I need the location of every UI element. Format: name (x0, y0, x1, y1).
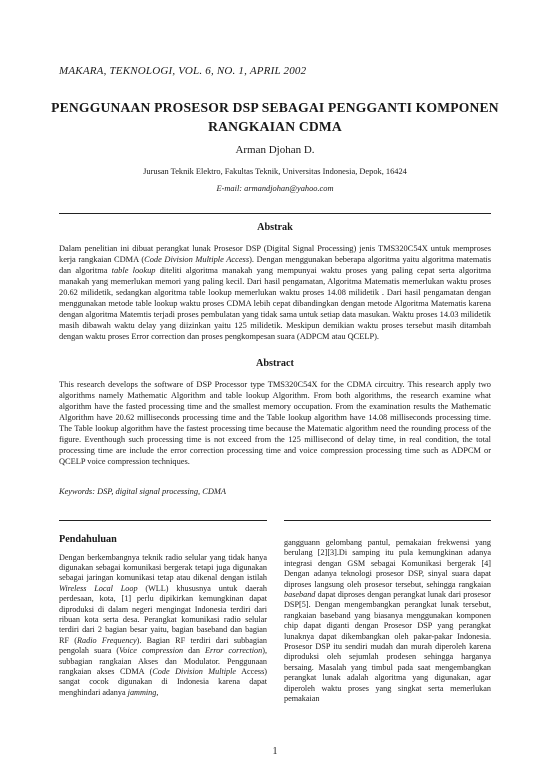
abstrak-text-3: diteliti algoritma manakah yang mempunyai waktu proses yang paling cepat serta algoritma manakah yang memerlukan memori yang paling kecil. Dari hasil pengamatan, Algoritma Matematis memerlukan waktu proses 20.62 milidetik, sedangkan algoritma table lookup memerlukan waktu proses 14.08 milidetik . Dari hasil pengamatan dengan menggunakan metode table lookup waktu proses CDMA lebih cepat dibandingkan dengan metode Algoritma Matematis karena dengan algoritma Matemtis terjadi proses pembulatan yang tidak sama untuk setiap data masukan. Waktu proses 14.03 milidetik masih dibawah waktu delay yang diizinkan yaitu 125 milidetik. Meskipun demikian waktu proses tersebut masih ditambah dengan waktu proses Error correction dan proses pengkompesan suara (ADPCM atau QCELP). (59, 266, 491, 342)
abstrak-text-2: ). Dengan menggunakan beberapa algoritma yaitu algoritma matematis dan algoritma (59, 255, 491, 276)
author-email: E-mail: armandjohan@yahoo.com (216, 184, 334, 193)
keywords: Keywords: DSP, digital signal processing, CDMA (59, 487, 226, 496)
left-italic-error-correction: Error correction (205, 646, 263, 656)
left-text-7: , (156, 687, 159, 697)
left-text-5: ), subbagian rangkaian Akses dan Modulator. Penggunaan rangkaian akses CDMA ( (59, 646, 267, 676)
paper-title: PENGGUNAAN PROSESOR DSP SEBAGAI PENGGANTI KOMPONEN RANGKAIAN CDMA (51, 100, 499, 134)
abstrak-text-1: Dalam penelitian ini dibuat perangkat lunak Prosesor DSP (Digital Signal Processing) jenis TMS320C54X untuk memproses kerja rangkaian CDMA ( (59, 244, 491, 265)
page-number: 1 (272, 746, 278, 757)
abstract-body: This research develops the software of DSP Processor type TMS320C54X for the CDMA circuitry. This research apply two algorithms namely Mathematic Algorithm and table lookup Algorithm. From both algorithms, the research examine what algorithm have the fasted processing time and the smallest memory occupation. From the examination results the Mathematic Algorithm have 20.62 milliseconds processing time and the Table lookup algorithm have 14.08 milliseconds processing time. The Table lookup algorithm have the fastest processing time because the Matematic algorithm need the rounding process of the figure. Eventhough such processing time is not exceed from the 125 millisecond of delay time, in real condition, the total processing time are include the error correction processing time and voice compression processing time such as ADPCM or QCELP voice compression techniques. (59, 380, 491, 467)
left-italic-code-division: Code Division Multiple (152, 666, 237, 676)
right-column-body (284, 538, 491, 705)
abstract-heading: Abstract (256, 358, 294, 369)
left-text-4: dan (183, 646, 205, 656)
abstrak-body (59, 243, 491, 342)
left-text-6: Access) sangat cocok digunakan di Indonesia karena dapat menghindari adanya (59, 666, 267, 697)
abstrak-heading: Abstrak (257, 222, 293, 233)
pendahuluan-heading: Pendahuluan (59, 534, 117, 545)
left-italic-voice-compression: Voice compression (119, 646, 184, 656)
top-divider (59, 213, 491, 214)
left-column-body (59, 538, 267, 698)
left-text-2: (WLL) khususnya untuk daerah perdesaan, kota, [1] perlu dipikirkan kemungkinan dapat diproduksi di dalam negeri mengingat Indonesia terdiri dari ribuan kota serta desa. Perangkat komunikasi radio selular terdiri dari 2 bagian besar yaitu, bagian baseband dan bagian RF ( (59, 583, 267, 645)
right-italic-baseband: baseband (284, 590, 316, 600)
right-text-1: gangguann gelombang pantul, pemakaian frekwensi yang berulang [2][3].Di samping itu pula kemungkinan adanya integrasi dengan GSM sebagai Komunikasi bergerak [4] Dengan adanya teknologi prosesor DSP, sinyal suara dapat diproses langsung oleh prosesor tersebut, sehingga rangkaian (284, 538, 491, 589)
left-text-3: ). Bagian RF terdiri dari subbagian pengolah suara ( (59, 635, 267, 656)
left-italic-radio-frequency: Radio Frequency (77, 635, 137, 645)
left-italic-wll: Wireless Local Loop (59, 583, 138, 593)
abstrak-italic-table-lookup: table lookup (111, 266, 156, 276)
right-text-2: dapat diproses dengan perangkat lunak dari prosesor DSP[5]. Dengan mengembangkan perangkat lunak tersebut, rangkaian baseband yang biasanya menggunakan komponen chip dapat diganti dengan Prosesor DSP yang perangkat lunaknya dapat dikembangkan oleh pakar-pakar Indonesia. Prosesor DSP itu sendiri mudah dan murah diperoleh karena diproduksi oleh sejumlah prodesen sehingga harganya bersaing. Masalah yang timbul pada saat mengembangkan perangkat lunak adalah algoritma yang digunakan, agar diperoleh waktu proses yang singkat serta memerlukan pemakaian (284, 590, 491, 704)
journal-header: MAKARA, TEKNOLOGI, VOL. 6, NO. 1, APRIL 2002 (59, 65, 307, 77)
left-column-divider (59, 520, 267, 521)
author-affiliation: Jurusan Teknik Elektro, Fakultas Teknik, Universitas Indonesia, Depok, 16424 (143, 167, 407, 176)
abstrak-italic-cdma: Code Division Multiple Access (144, 255, 250, 265)
author-name: Arman Djohan D. (235, 144, 315, 156)
left-text-1: Dengan berkembangnya teknik radio selular yang tidak hanya digunakan sebagai komunikasi bergerak tetapi juga digunakan sebagai jaringan komunikasi tetap atau dikenal dengan istilah (59, 552, 267, 583)
right-column-divider (284, 520, 491, 521)
left-italic-jamming: jamming (127, 687, 157, 697)
